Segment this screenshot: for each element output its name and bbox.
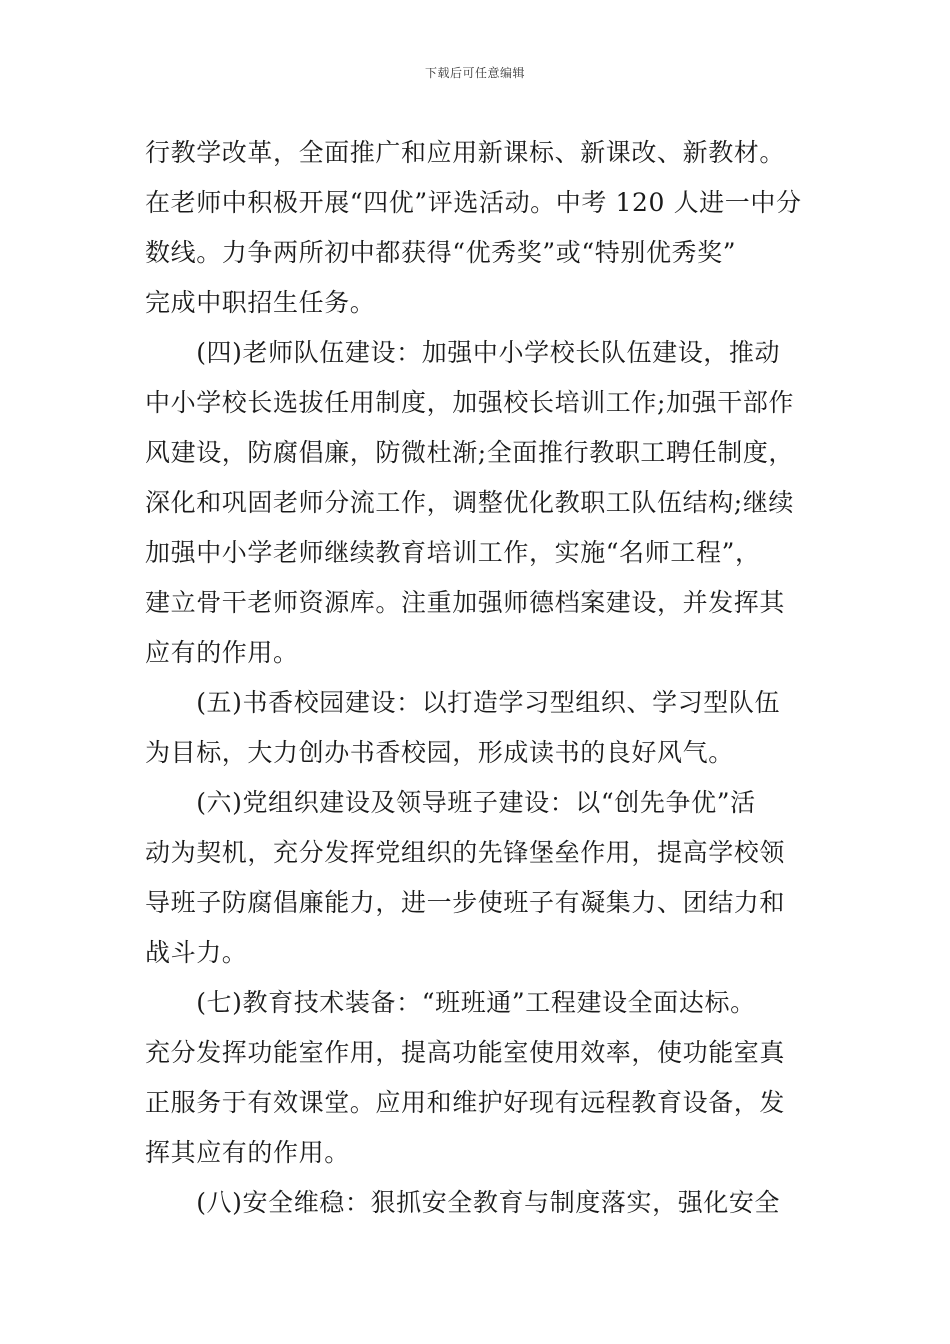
text-line: 应有的作用。 [145,638,299,667]
text-line: (七)教育技术装备：“班班通”工程建设全面达标。 [145,988,756,1017]
text-line: 战斗力。 [145,938,248,967]
text-line: 中小学校长选拔任用制度，加强校长培训工作;加强干部作 [145,388,795,417]
text-line: (四)老师队伍建设：加强中小学校长队伍建设，推动 [145,338,781,367]
text-line: 行教学改革，全面推广和应用新课标、新课改、新教材。 [145,138,786,167]
text-line: (六)党组织建设及领导班子建设：以“创先争优”活 [145,788,756,817]
text-line: 正服务于有效课堂。应用和维护好现有远程教育设备，发 [145,1088,786,1117]
text-line: 加强中小学老师继续教育培训工作，实施“名师工程”， [145,538,761,567]
text-line: 为目标，大力创办书香校园，形成读书的良好风气。 [145,738,734,767]
text-line: 挥其应有的作用。 [145,1138,350,1167]
text-line: (八)安全维稳：狠抓安全教育与制度落实，强化安全 [145,1188,781,1217]
text-line: 充分发挥功能室作用，提高功能室使用效率，使功能室真 [145,1038,786,1067]
text-line: 深化和巩固老师分流工作，调整优化教职工队伍结构;继续 [145,488,795,517]
text-line: 完成中职招生任务。 [145,288,376,317]
text-line: 数线。力争两所初中都获得“优秀奖”或“特别优秀奖” [145,238,737,267]
text-line: 在老师中积极开展“四优”评选活动。中考 120 人进一中分 [145,188,802,217]
page-header-caption: 下载后可任意编辑 [424,66,525,80]
text-line: 动为契机，充分发挥党组织的先锋堡垒作用，提高学校领 [145,838,786,867]
text-line: (五)书香校园建设：以打造学习型组织、学习型队伍 [145,688,781,717]
text-line: 建立骨干老师资源库。注重加强师德档案建设，并发挥其 [145,588,786,617]
text-line: 风建设，防腐倡廉，防微杜渐;全面推行教职工聘任制度， [145,438,795,467]
text-line: 导班子防腐倡廉能力，进一步使班子有凝集力、团结力和 [145,888,786,917]
document-body [145,128,810,1228]
